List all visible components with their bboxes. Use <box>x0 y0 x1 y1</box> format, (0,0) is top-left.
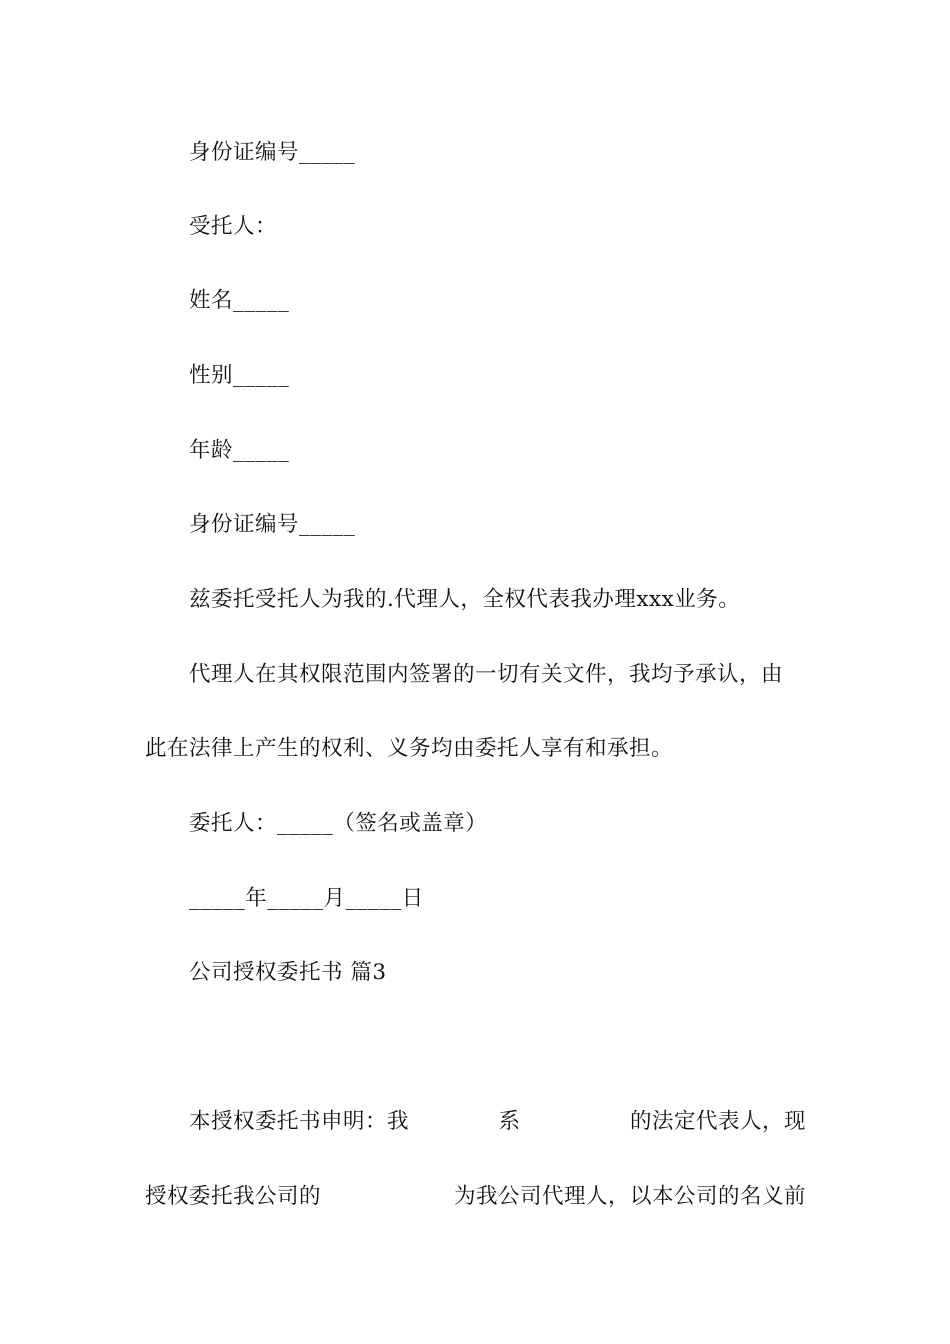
acknowledgement-line-2: 此在法律上产生的权利、义务均由委托人享有和承担。 <box>145 736 674 761</box>
declaration-line-2 <box>145 1182 806 1212</box>
declaration-part-b: 系 <box>498 1109 521 1134</box>
declaration-part-d: 授权委托我公司的 <box>145 1184 322 1209</box>
principal-signature-line: 委托人：_____（签名或盖章） <box>189 811 488 836</box>
trustee-gender-line: 性别_____ <box>189 363 290 388</box>
declaration-part-a: 本授权委托书申明：我 <box>189 1109 410 1134</box>
declaration-part-c: 的法定代表人，现 <box>629 1109 806 1134</box>
trustee-heading: 受托人： <box>189 214 278 239</box>
trustee-name-line: 姓名_____ <box>189 288 290 313</box>
declaration-line-1 <box>189 1107 806 1137</box>
trustee-age-line: 年龄_____ <box>189 438 290 463</box>
acknowledgement-line-1: 代理人在其权限范围内签署的一切有关文件，我均予承认，由 <box>189 662 784 687</box>
declaration-part-e: 为我公司代理人，以本公司的名义前 <box>453 1184 806 1209</box>
authorization-statement: 兹委托受托人为我的.代理人，全权代表我办理xxx业务。 <box>189 587 741 612</box>
date-line: _____年_____月_____日 <box>189 886 424 911</box>
principal-id-number-line: 身份证编号_____ <box>189 140 356 165</box>
trustee-id-number-line: 身份证编号_____ <box>189 512 356 537</box>
section-title: 公司授权委托书 篇3 <box>189 960 387 985</box>
